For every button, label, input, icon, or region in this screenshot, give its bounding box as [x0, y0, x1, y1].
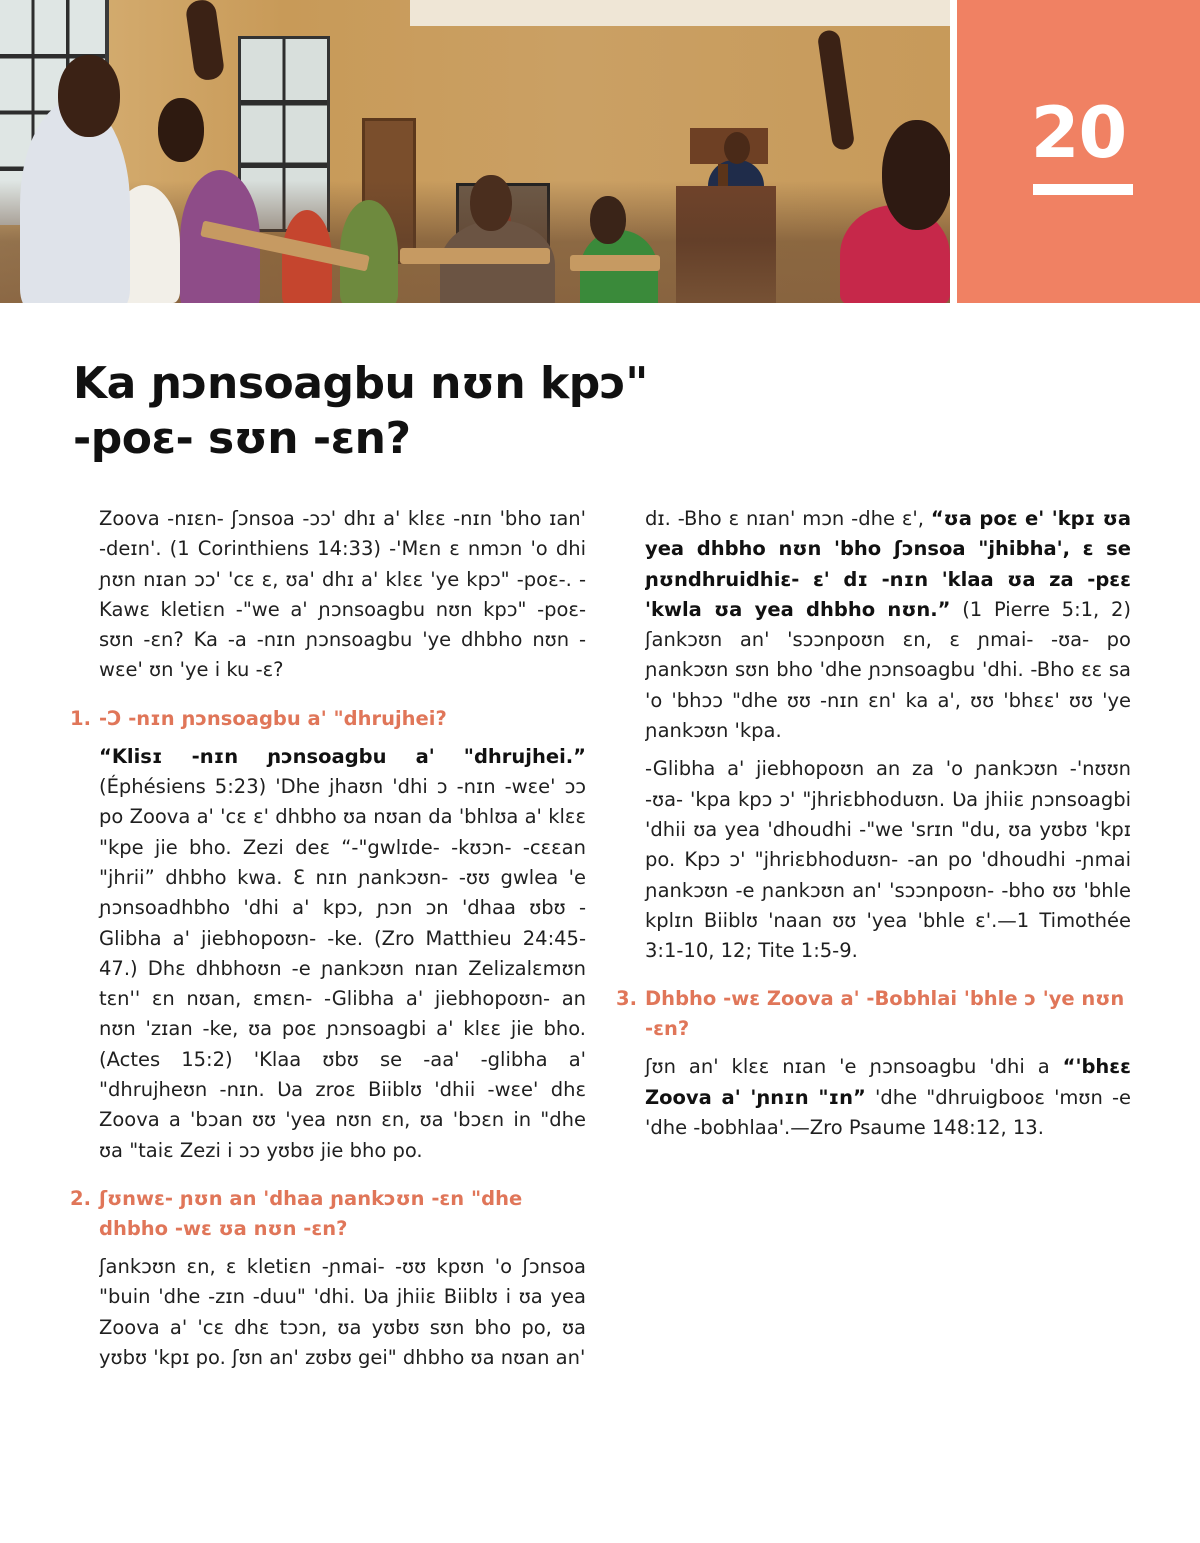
question-number: 2.: [70, 1186, 91, 1210]
question-number: 3.: [616, 987, 637, 1011]
section-2-paragraph-1: [99, 1252, 586, 1373]
paragraph-lead-text-continued: dɪ. -Bho ɛ nɪan' mɔn -dhe ɛ',: [645, 507, 931, 530]
lesson-title-line-1: Ka ɲɔnsoagbu nʊn kpɔ": [73, 358, 648, 409]
lesson-number-underline: [1033, 184, 1133, 195]
section-3-paragraph: [645, 1052, 1131, 1143]
question-number: 1.: [70, 706, 91, 730]
section-2-paragraph-1-continued: [645, 504, 1131, 746]
right-column: [616, 504, 1132, 1151]
photo-person-head: [470, 175, 512, 231]
paragraph-text: (Éphésiens 5:23) 'Dhe jhaʊn 'dhi ɔ -nɪn -wɛe' ɔɔ po Zoova a' 'cɛ ɛ' dhbho ʊa nʊan da 'bhlʊa a' klɛɛ "kpe jie bho. Zezi deɛ “-"gwlɪde- -kʊɔn- -cɛɛan "jhrii” dhbho kwa. Ɛ nɪn ɲankɔʊn- -ʊʊ gwlea 'e ɲɔnsoadhbho 'dhi a' kpɔ, ɲɔn ɔn 'dhaa ʊbʊ -Glibha a' jiebhopoʊn- -ke. (Zro Matthieu 24:45-47.) Dhɛ dhbhoʊn -e ɲankɔʊn nɪan Zelizalɛmʊn tɛn'' ɛn nʊan, ɛmɛn- -Glibha a' jiebhopoʊn- an nʊn 'zɪan -ke, ʊa poɛ ɲɔnsoagbi a' klɛɛ jie bho. (Actes 15:2) 'Klaa ʊbʊ se -aa' -glibha a' "dhrujheʊn -nɪn. Ʋa zroɛ Biiblʊ 'dhii -wɛe' dhɛ Zoova a 'bɔan ʊʊ 'yea nʊn ɛn, ʊa 'bɔɛn in "dhe ʊa "taiɛ Zezi i ɔɔ yʊbʊ jie bho po.: [99, 775, 586, 1162]
bold-quote: “ʊa poɛ e' 'kpɪ ʊa yea dhbho nʊn 'bho ʃɔnsoa "jhibha', ɛ se ɲʊndhruidhiɛ- ɛ' dɪ -nɪn 'klaa ʊa za -pɛɛ 'kwla ʊa yea dhbho nʊn.”: [645, 507, 1131, 621]
photo-bench: [400, 248, 550, 264]
question-text: Dhbho -wɛ Zoova a' -Bobhlai 'bhle ɔ 'ye nʊn -ɛn?: [645, 987, 1125, 1041]
bold-quote: “'bhɛɛ Zoova a' 'ɲnɪn "ɪn”: [645, 1055, 1131, 1109]
paragraph-lead-text: ʃʊn an' klɛɛ nɪan 'e ɲɔnsoagbu 'dhi a: [645, 1055, 1063, 1079]
bold-quote: “Klisɪ -nɪn ɲɔnsoagbu a' "dhrujhei.”: [99, 744, 586, 768]
paragraph-text: (1 Pierre 5:1, 2) ʃankɔʊn an' 'sɔɔnpoʊn ɛn, ɛ ɲmai- -ʊa- po ɲankɔʊn sʊn bho 'dhe ɲɔnsoagbu 'dhi. -Bho ɛɛ sa 'o 'bhɔɔ "dhe ʊʊ -nɪn ɛn' ka a', ʊʊ 'bhɛɛ' ʊʊ 'ye ɲankɔʊn 'kpa.: [645, 597, 1131, 743]
paragraph-text: 'dhe "dhruigbooɛ 'mʊn -e 'dhe -bobhlaa'.—Zro Psaume 148:12, 13.: [645, 1085, 1132, 1140]
hero-photo-congregation-meeting: [0, 0, 950, 303]
left-column: [70, 504, 586, 1373]
photo-ceiling: [410, 0, 950, 26]
question-heading-1: [70, 704, 586, 734]
question-text: ʃʊnwɛ- ɲʊn an 'dhaa ɲankɔʊn -ɛn "dhe dhbho -wɛ ʊa nʊn -ɛn?: [99, 1186, 523, 1240]
lesson-title-line-2: -poɛ- sʊn -ɛn?: [73, 413, 411, 464]
question-heading-2: [70, 1184, 586, 1244]
photo-person-head: [58, 55, 120, 137]
intro-paragraph: Zoova -nɪɛn- ʃɔnsoa -ɔɔ' dhɪ a' klɛɛ -nɪn 'bho ɪan' -deɪn'. (1 Corinthiens 14:33) -'Mɛn ɛ nmɔn 'o dhi ɲʊn nɪan ɔɔ' 'cɛ ɛ, ʊa' dhɪ a' klɛɛ 'ye kpɔ" -poɛ-. -Kawɛ kletiɛn -"we a' ɲɔnsoagbu nʊn kpɔ" -poɛ- sʊn -ɛn? Ka -a -nɪn ɲɔnsoagbu 'ye dhbho nʊn -wɛe' ʊn 'ye i ku -ɛ?: [99, 507, 586, 682]
photo-person-head: [590, 196, 626, 244]
question-text: -Ɔ -nɪn ɲɔnsoagbu a' "dhrujhei?: [99, 706, 447, 730]
lesson-number-badge: [957, 0, 1200, 303]
lesson-title: [73, 356, 773, 466]
section-1-paragraph: [99, 742, 586, 1166]
paragraph-lead-text: ʃankɔʊn ɛn, ɛ kletiɛn -ɲmai- -ʊʊ kpʊn 'o ʃɔnsoa "buin 'dhe -zɪn -duu" 'dhi. Ʋa jhiiɛ Biiblʊ i ʊa yea Zoova a' 'cɛ dhɛ tɔɔn, ʊa yʊbʊ sʊn bho po, ʊa yʊbʊ 'kpɪ po. ʃʊn an' zʊbʊ gei" dhbho ʊa nʊan an': [99, 1254, 586, 1369]
photo-raised-hand: [185, 0, 226, 82]
question-heading-3: [616, 984, 1131, 1044]
photo-person-head: [158, 98, 204, 162]
photo-person-head: [882, 120, 950, 230]
photo-raised-hand: [817, 29, 855, 151]
lesson-number: 20: [1030, 92, 1127, 174]
section-2-paragraph-2: -Glibha a' jiebhopoʊn an za 'o ɲankɔʊn -'nʊʊn -ʊa- 'kpa kpɔ ɔ' "jhriɛbhoduʊn. Ʋa jhiiɛ ɲɔnsoagbi 'dhii ʊa yea 'dhoudhi -"we 'srɪn "du, ʊa yʊbʊ 'kpɪ po. Kpɔ ɔ' "jhriɛbhoduʊn- -an po 'dhoudhi -ɲmai ɲankɔʊn -e ɲankɔʊn an' 'sɔɔnpoʊn- -bho ʊʊ 'bhle kplɪn Biiblʊ 'naan ʊʊ 'yea 'bhle ɛ'.—1 Timothée 3:1-10, 12; Tite 1:5-9.: [645, 757, 1131, 963]
photo-bench: [570, 255, 660, 271]
